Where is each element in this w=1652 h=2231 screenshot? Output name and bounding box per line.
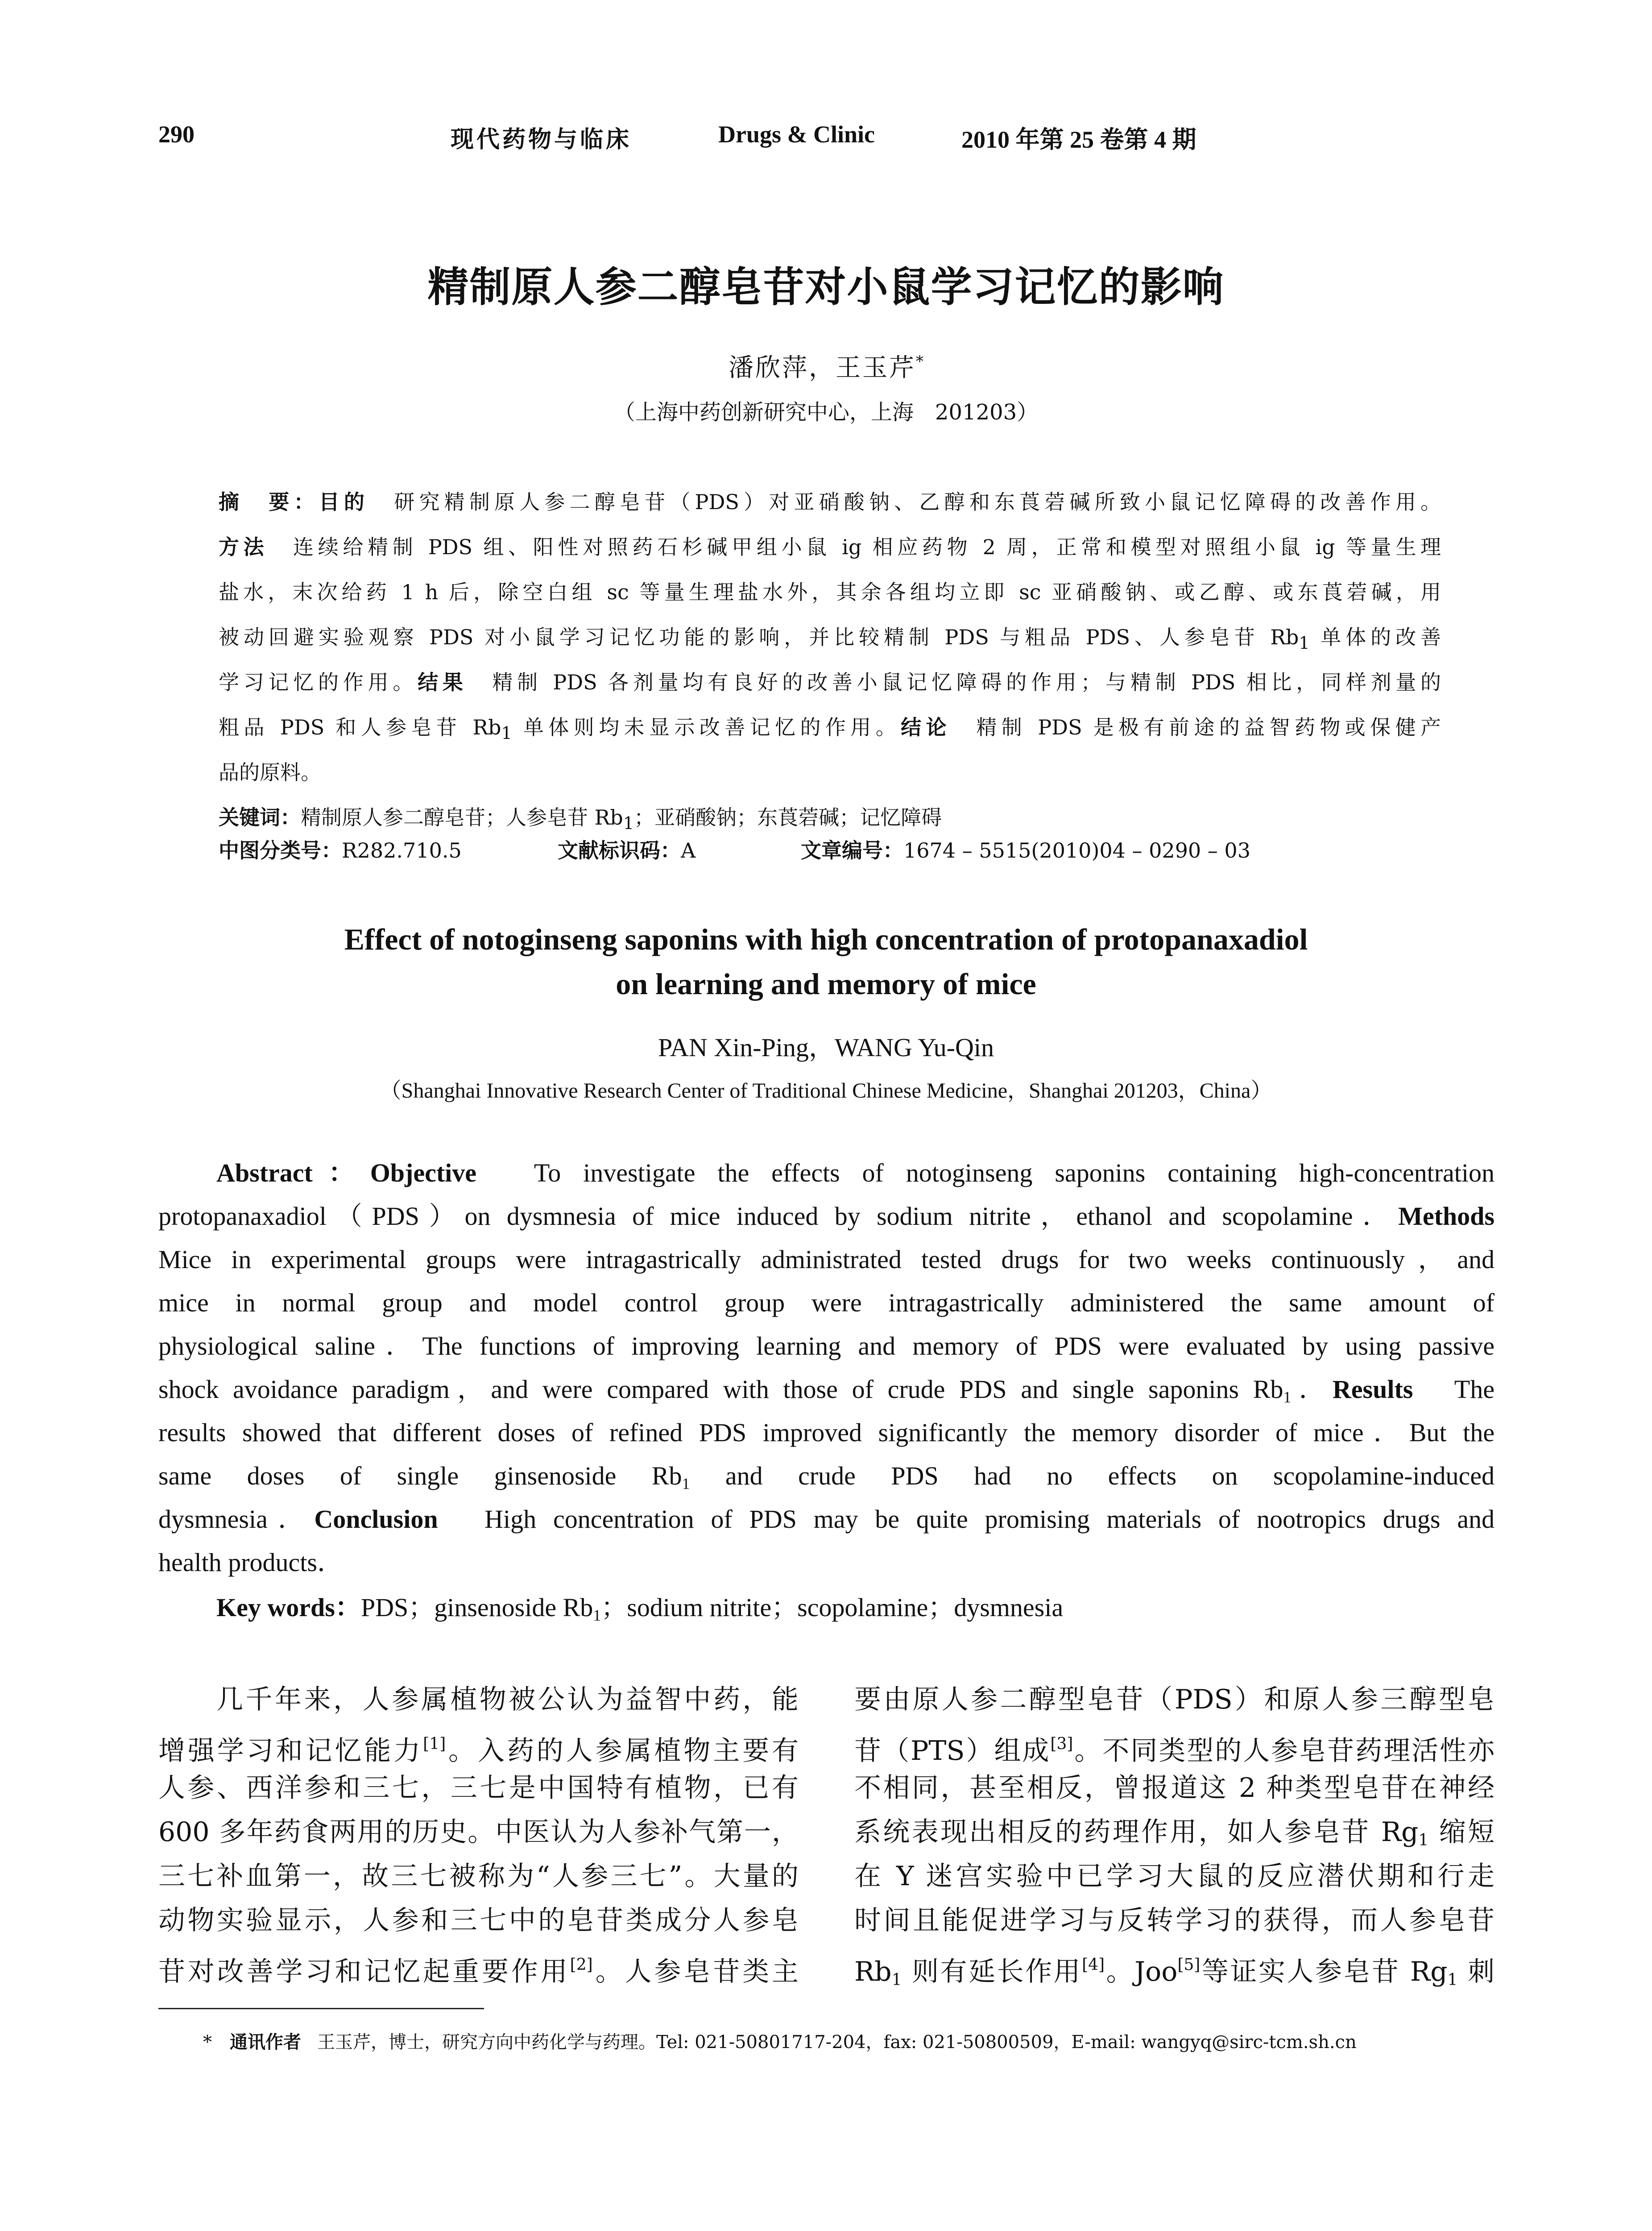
body-line: 几千年来，人参属植物被公认为益智中药，能 <box>216 1684 799 1715</box>
abstract-cn-line: 盐水，末次给药 1 h 后，除空白组 sc 等量生理盐水外，其余各组均立即 sc 亚硝酸钠、或乙醇、或东莨菪碱，用 <box>219 580 1441 604</box>
footnote <box>203 2028 1357 2053</box>
subscript: 1 <box>1418 1831 1429 1849</box>
abstract-en-text: and crude PDS had no effects on scopolamine-induced <box>690 1461 1495 1490</box>
authors-cn-text: 潘欣萍，王玉芹 <box>729 353 916 382</box>
body-text: Rb <box>854 1956 892 1987</box>
body-line: 600 多年药食两用的历史。中医认为人参补气第一， <box>158 1816 799 1848</box>
keywords-en-text: PDS；ginsenoside Rb <box>360 1593 593 1622</box>
body-text: 刺 <box>1457 1956 1495 1987</box>
abstract-en-line <box>158 1194 1495 1238</box>
abstract-en-line: health products． <box>158 1548 343 1577</box>
issue-info: 2010 年第 25 卷第 4 期 <box>961 126 1197 153</box>
citation-ref: [1] <box>423 1735 446 1753</box>
abstract-en-line: physiological saline．The functions of improving learning and memory of PDS were evaluated by using passive <box>158 1331 1495 1360</box>
abstract-cn-text: 粗品 PDS 和人参皂苷 Rb <box>219 715 501 739</box>
keywords-text: ；亚硝酸钠；东莨菪碱；记忆障碍 <box>634 805 942 829</box>
body-column-right <box>854 1678 1495 1987</box>
body-column-left <box>158 1678 799 1987</box>
body-line: 在 Y 迷宫实验中已学习大鼠的反应潜伏期和行走 <box>854 1861 1495 1892</box>
abstract-en-label: Abstract： <box>216 1158 370 1187</box>
abstract-cn-text: 被动回避实验观察 PDS 对小鼠学习记忆功能的影响，并比较精制 PDS 与粗品 PDS、人参皂苷 Rb <box>219 625 1299 649</box>
abstract-cn-line <box>219 525 1441 570</box>
abstract-en-line <box>158 1497 1495 1541</box>
keywords-label: 关键词： <box>219 805 301 829</box>
body-text: 则有延长作用 <box>902 1956 1082 1987</box>
body-text: 缩短 <box>1428 1816 1495 1848</box>
body-line <box>854 1943 1495 1987</box>
abstract-en-line <box>158 1151 1495 1194</box>
body-line: 动物实验显示，人参和三七中的皂苷类成分人参皂 <box>158 1905 799 1936</box>
body-line: 时间且能促进学习与反转学习的获得，而人参皂苷 <box>854 1905 1495 1936</box>
article-title-cn: 精制原人参二醇皂苷对小鼠学习记忆的影响 <box>427 263 1225 311</box>
objective-label: 目的 <box>319 490 369 514</box>
body-text: 。入药的人参属植物主要有 <box>446 1735 799 1767</box>
abstract-en-line <box>158 1368 1495 1411</box>
authors-en: PAN Xin-Ping，WANG Yu-Qin <box>658 1033 994 1062</box>
article-number-value: 1674 – 5515(2010)04 – 0290 – 03 <box>903 838 1250 863</box>
body-line: 要由原人参二醇型皂苷（PDS）和原人参三醇型皂 <box>854 1684 1495 1715</box>
keywords-text: 精制原人参二醇皂苷；人参皂苷 Rb <box>301 805 623 829</box>
abstract-en-text: ． <box>1291 1375 1333 1404</box>
abstract-en-text: protopanaxadiol（PDS）on dysmnesia of mice induced by sodium nitrite，ethanol and scopolamine． <box>158 1202 1399 1231</box>
document-code-label: 文献标识码： <box>558 838 681 863</box>
abstract-en-text: dysmnesia． <box>158 1505 315 1534</box>
subscript: 1 <box>623 813 634 834</box>
abstract-en-text: High concentration of PDS may be quite promising materials of nootropics drugs and <box>438 1505 1495 1534</box>
footnote-mark: * <box>203 2032 212 2053</box>
authors-cn <box>0 348 1652 384</box>
abstract-en-line: results showed that different doses of refined PDS improved significantly the memory disorder of mice．But the <box>158 1418 1495 1447</box>
affiliation-cn: （上海中药创新研究中心，上海 201203） <box>613 400 1039 425</box>
subscript: 1 <box>1299 633 1310 654</box>
subscript: 1 <box>682 1475 690 1493</box>
running-header <box>158 120 1231 156</box>
subscript: 1 <box>501 723 512 744</box>
citation-ref: [3] <box>1050 1735 1073 1753</box>
body-text: 增强学习和记忆能力 <box>158 1735 423 1767</box>
journal-name-en: Drugs & Clinic <box>718 121 875 148</box>
body-line: 不相同，甚至相反，曾报道这 2 种类型皂苷在神经 <box>854 1772 1495 1804</box>
body-text: 。不同类型的人参皂苷药理活性亦 <box>1073 1735 1495 1767</box>
article-title-en-line: on learning and memory of mice <box>616 967 1036 1001</box>
body-line <box>854 1810 1495 1854</box>
results-label: 结果 <box>418 670 468 694</box>
abstract-cn-line <box>219 660 1441 705</box>
corresponding-author-mark: * <box>916 352 923 370</box>
footnote-divider <box>158 2008 484 2009</box>
abstract-cn <box>219 480 1441 840</box>
subscript: 1 <box>891 1971 902 1989</box>
article-number <box>801 834 1250 864</box>
keywords-en-text: ；sodium nitrite；scopolamine；dysmnesia <box>601 1593 1064 1622</box>
conclusion-label: 结论 <box>901 715 951 739</box>
subscript: 1 <box>1283 1388 1292 1406</box>
body-text: 系统表现出相反的药理作用，如人参皂苷 Rg <box>854 1816 1419 1848</box>
body-line <box>158 1943 799 1987</box>
conclusion-en-label: Conclusion <box>314 1505 438 1534</box>
clc-label: 中图分类号： <box>219 838 342 863</box>
body-line: 三七补血第一，故三七被称为“人参三七”。大量的 <box>158 1861 799 1892</box>
clc-value: R282.710.5 <box>342 838 462 863</box>
body-line: 人参、西洋参和三七，三七是中国特有植物，已有 <box>158 1772 799 1804</box>
document-code <box>558 834 696 864</box>
abstract-cn-line <box>219 615 1441 660</box>
keywords-cn <box>219 795 1441 840</box>
body-text: 。人参皂苷类主 <box>592 1956 799 1987</box>
abstract-cn-text: 连续给精制 PDS 组、阳性对照药石杉碱甲组小鼠 ig 相应药物 2 周，正常和模型对照组小鼠 ig 等量生理 <box>268 535 1441 559</box>
body-text: 。Joo <box>1105 1956 1178 1987</box>
methods-en-label: Methods <box>1398 1202 1495 1231</box>
body-text: 苷对改善学习和记忆起重要作用 <box>158 1956 570 1987</box>
abstract-cn-text: 单体的改善 <box>1309 625 1441 649</box>
citation-ref: [5] <box>1177 1956 1201 1974</box>
abstract-en-text: shock avoidance paradigm，and were compared with those of crude PDS and single saponins Rb <box>158 1375 1284 1404</box>
citation-ref: [4] <box>1082 1956 1105 1974</box>
abstract-cn-text: 研究精制原人参二醇皂苷（PDS）对亚硝酸钠、乙醇和东莨菪碱所致小鼠记忆障碍的改善作用。 <box>369 490 1441 514</box>
abstract-cn-text: 精制 PDS 是极有前途的益智药物或保健产 <box>951 715 1441 739</box>
abstract-cn-text: 单体则均未显示改善记忆的作用。 <box>512 715 901 739</box>
affiliation-en: （Shanghai Innovative Research Center of Traditional Chinese Medicine，Shanghai 201203，China） <box>380 1079 1272 1103</box>
clc-number <box>219 834 462 864</box>
abstract-en-line: mice in normal group and model control group were intragastrically administered the same amount of <box>158 1288 1495 1317</box>
body-text: 等证实人参皂苷 Rg <box>1200 1956 1448 1987</box>
citation-ref: [2] <box>570 1956 593 1974</box>
article-title-en-line: Effect of notoginseng saponins with high concentration of protopanaxadiol <box>344 922 1308 956</box>
article-title-en <box>0 917 1652 1006</box>
abstract-cn-text: 学习记忆的作用。 <box>219 670 418 694</box>
abstract-en-text: To investigate the effects of notoginseng saponins containing high-concentration <box>476 1158 1495 1187</box>
body-line <box>158 1722 799 1766</box>
methods-label: 方法 <box>219 535 269 559</box>
abstract-cn-text: 精制 PDS 各剂量均有良好的改善小鼠记忆障碍的作用；与精制 PDS 相比，同样剂量的 <box>467 670 1441 694</box>
subscript: 1 <box>593 1606 601 1624</box>
abstract-cn-line: 品的原料。 <box>219 760 321 784</box>
subscript: 1 <box>1447 1971 1458 1989</box>
objective-en-label: Objective <box>370 1158 477 1187</box>
keywords-en <box>216 1586 1063 1625</box>
footnote-label: 通讯作者 <box>230 2032 301 2053</box>
abstract-en-text: The <box>1413 1375 1495 1404</box>
document-code-value: A <box>681 838 696 863</box>
article-number-label: 文章编号： <box>801 838 903 863</box>
abstract-en-line: Mice in experimental groups were intragastrically administrated tested drugs for two weeks continuously，and <box>158 1245 1495 1274</box>
abstract-cn-line <box>219 705 1441 750</box>
journal-name-cn: 现代药物与临床 <box>451 126 632 153</box>
body-text: 苷（PTS）组成 <box>854 1735 1051 1767</box>
abstract-en-line <box>158 1454 1495 1497</box>
abstract-label: 摘 要： <box>219 490 319 514</box>
abstract-en <box>158 1151 1495 1584</box>
abstract-cn-line <box>219 480 1441 525</box>
keywords-en-label: Key words： <box>216 1593 361 1622</box>
footnote-text: 王玉芹，博士，研究方向中药化学与药理。Tel: 021-50801717-204，fax: 021-50800509，E-mail: wangyq@sirc-tcm.sh.cn <box>317 2032 1357 2053</box>
page-number: 290 <box>158 121 195 148</box>
results-en-label: Results <box>1332 1375 1413 1404</box>
abstract-en-text: same doses of single ginsenoside Rb <box>158 1461 682 1490</box>
body-line <box>854 1722 1495 1766</box>
